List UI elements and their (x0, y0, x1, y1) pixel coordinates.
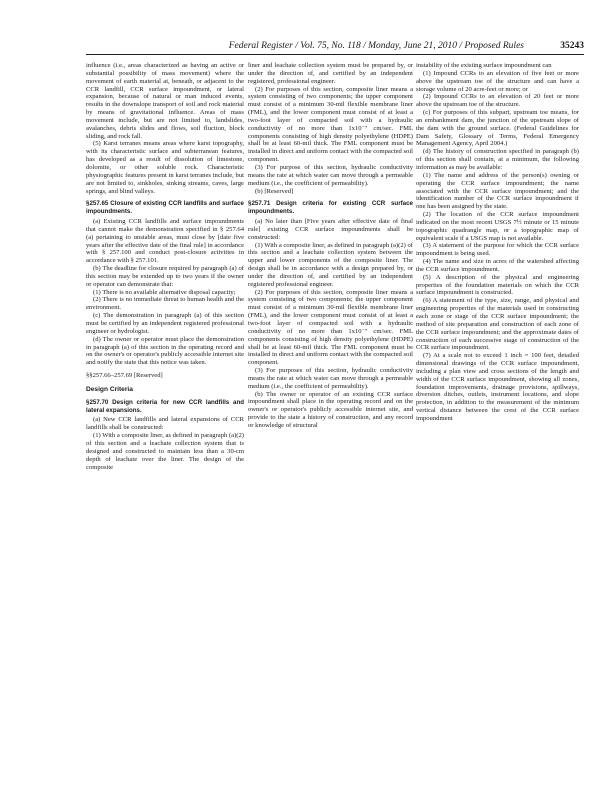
paragraph: (a) No later than [Five years after effective date of final rule] existing CCR surface impoundments shall be constructed: (248, 218, 413, 241)
page-header (86, 40, 584, 52)
paragraph: (b) [Reserved] (255, 187, 294, 195)
paragraph: (4) The name and size in acres of the watershed affecting the CCR surface impoundment. (416, 258, 579, 273)
header-rule (86, 54, 584, 55)
paragraph: (2) Impound CCRs to an elevation of 20 feet or more above the upstream toe of the structure. (416, 93, 579, 109)
paragraph: (1) With a composite liner, as defined in paragraph (a)(2) of this section and a leachate collection system between the upper and lower components of the composite liner. The design shall be in accordance with a design prepared by, or under the direction of, and certified by an independent registered professional engineer. (248, 241, 413, 288)
section-heading: §257.71 Design criteria for existing CCR surface impoundments. (248, 200, 413, 216)
paragraph: (6) A statement of the type, size, range, and physical and engineering properties of the materials used in constructing each zone or stage of the CCR surface impoundment; the method of site preparation and construction of each zone of the CCR surface impoundment; and the approximate dates of construction of each successive stage of construction of the CCR surface impoundment. (416, 297, 579, 352)
paragraph: (c) For purposes of this subpart, upstream toe means, for an embankment dam, the junction of the upstream slope of the dam with the ground surface. (Federal Guidelines for Dam Safety, Glossary of Terms, Federal Emergency Management Agency, April 2004.) (416, 109, 579, 148)
continued-paragraph: influence (i.e., areas characterized as having an active or substantial possibility of mass movement) where the movement of earth material at, beneath, or adjacent to the CCR landfill, CCR surface impoundment, or lateral expansion, because of natural or man induced events, results in the downslope transport of soil and rock material by means of gravitational influence. Areas of mass movement include, but are not limited to, landslides, avalanches, debris slides and flows, soil fluction, block sliding, and rock fall. (86, 62, 244, 140)
paragraph: (c) The demonstration in paragraph (a) of this section must be certified by an independent registered professional engineer or hydrologist. (86, 312, 244, 335)
reserved-sections: §§257.66–257.69 [Reserved] (86, 372, 163, 380)
paragraph: (5) Karst terranes means areas where karst topography, with its characteristic surface and subterranean features, has developed as a result of dissolution of limestone, dolomite, or other soluble rock. Characteristic physiographic features present in karst terranes include, but are not limited to, sinkholes, sinking streams, caves, large springs, and blind valleys. (86, 140, 244, 195)
paragraph: (3) For purposes of this section, hydraulic conductivity means the rate at which water can move through a permeable medium (i.e., the coefficient of permeability). (248, 367, 413, 390)
subheading: Design Criteria (86, 385, 133, 393)
paragraph: (b) The deadline for closure required by paragraph (a) of this section may be extended up to two years if the owner or operator can demonstrate that: (86, 265, 244, 288)
paragraph: (1) The name and address of the person(s) owning or operating the CCR surface impoundment; the name associated with the CCR surface impoundment; and the identification number of the CCR surface impoundment if one has been assigned by the state. (416, 171, 579, 211)
paragraph: (2) For purposes of this section, composite liner means a system consisting of two components; the upper component must consist of a minimum 30-mil flexible membrane liner (FML), and the lower component must consist of at least a two-foot layer of compacted soil with a hydraulic conductivity of no more than 1x10⁻⁷ cm/sec. FML components consisting of high density polyethylene (HDPE) shall be at least 60-mil thick. The FML component must be installed in direct and uniform contact with the compacted soil component. (248, 288, 413, 367)
paragraph: (1) With a composite liner, as defined in paragraph (a)(2) of this section and a leachate collection system that is designed and constructed to maintain less than a 30-cm depth of leachate over the liner. The design of the composite (86, 432, 244, 471)
paragraph: (7) At a scale not to exceed 1 inch = 100 feet, detailed dimensional drawings of the CCR surface impoundment, including a plan view and cross sections of the length and width of the CCR surface impoundment, showing all zones, foundation improvements, drainage provisions, spillways, diversion ditches, outlets, instrument locations, and slope protection, in addition to the measurement of the minimum vertical distance between the crest of the CCR surface impoundment (416, 352, 579, 422)
paragraph: (a) New CCR landfills and lateral expansions of CCR landfills shall be constructed: (86, 416, 244, 432)
section-heading: §257.65 Closure of existing CCR landfills and surface impoundments. (86, 200, 244, 216)
page-number: 35243 (560, 41, 584, 51)
paragraph: (5) A description of the physical and engineering properties of the foundation materials on which the CCR surface impoundment is constructed. (416, 273, 579, 297)
paragraph: (1) Impound CCRs to an elevation of five feet or more above the upstream toe of the structure and can have a storage volume of 20 acre-feet or more; or (416, 69, 579, 93)
continued-paragraph: instability of the existing surface impoundment can (416, 62, 552, 69)
paragraph: (b) The owner or operator of an existing CCR surface impoundment shall place in the operating record and on the owner's or operator's publicly accessible internet site, and provide to the state a history of construction, and any record or knowledge of structural (248, 390, 413, 429)
paragraph: (2) The location of the CCR surface impoundment indicated on the most recent USGS 7½ minute or 15 minute topographic quadrangle map, or a topographic map of equivalent scale if a USGS map is not available. (416, 211, 579, 242)
paragraph: (2) For purposes of this section, composite liner means a system consisting of two components; the upper component must consist of a minimum 30-mil flexible membrane liner (FML), and the lower component must consist of at least a two-foot layer of compacted soil with a hydraulic conductivity of no more than 1x10⁻⁷ cm/sec. FML components consisting of high density polyethylene (HDPE) shall be at least 60-mil thick. The FML component must be installed in direct and uniform contact with the compacted soil component. (248, 85, 413, 164)
text-column-3 (416, 62, 579, 787)
paragraph: (2) There is no immediate threat to human health and the environment. (86, 296, 244, 312)
paragraph: (d) The history of construction specified in paragraph (b) of this section shall contain, at a minimum, the following information as may be available: (416, 148, 579, 171)
continued-paragraph: liner and leachate collection system must be prepared by, or under the direction of, and certified by an independent registered, professional engineer. (248, 62, 413, 85)
text-column-1 (86, 62, 244, 787)
paragraph: (3) A statement of the purpose for which the CCR surface impoundment is being used. (416, 242, 579, 258)
paragraph: (d) The owner or operator must place the demonstration in paragraph (a) of this section in the operating record and on the owner's or operator's publicly accessible internet site and notify the state that this notice was taken. (86, 335, 244, 367)
paragraph: (a) Existing CCR landfills and surface impoundments that cannot make the demonstration specified in § 257.64 (a) pertaining to unstable areas, must close by [date five years after the effective date of the final rule] in accordance with § 257.100 and conduct post-closure activities in accordance with § 257.101. (86, 218, 244, 265)
running-header-title: Federal Register / Vol. 75, No. 118 / Monday, June 21, 2010 / Proposed Rules (228, 41, 524, 51)
text-column-2 (248, 62, 413, 787)
paragraph: (3) For purpose of this section, hydraulic conductivity means the rate at which water can move through a permeable medium (i.e., the coefficient of permeability). (248, 163, 413, 187)
paragraph: (1) There is no available alternative disposal capacity; (93, 288, 236, 296)
section-heading: §257.70 Design criteria for new CCR landfills and lateral expansions. (86, 398, 244, 414)
